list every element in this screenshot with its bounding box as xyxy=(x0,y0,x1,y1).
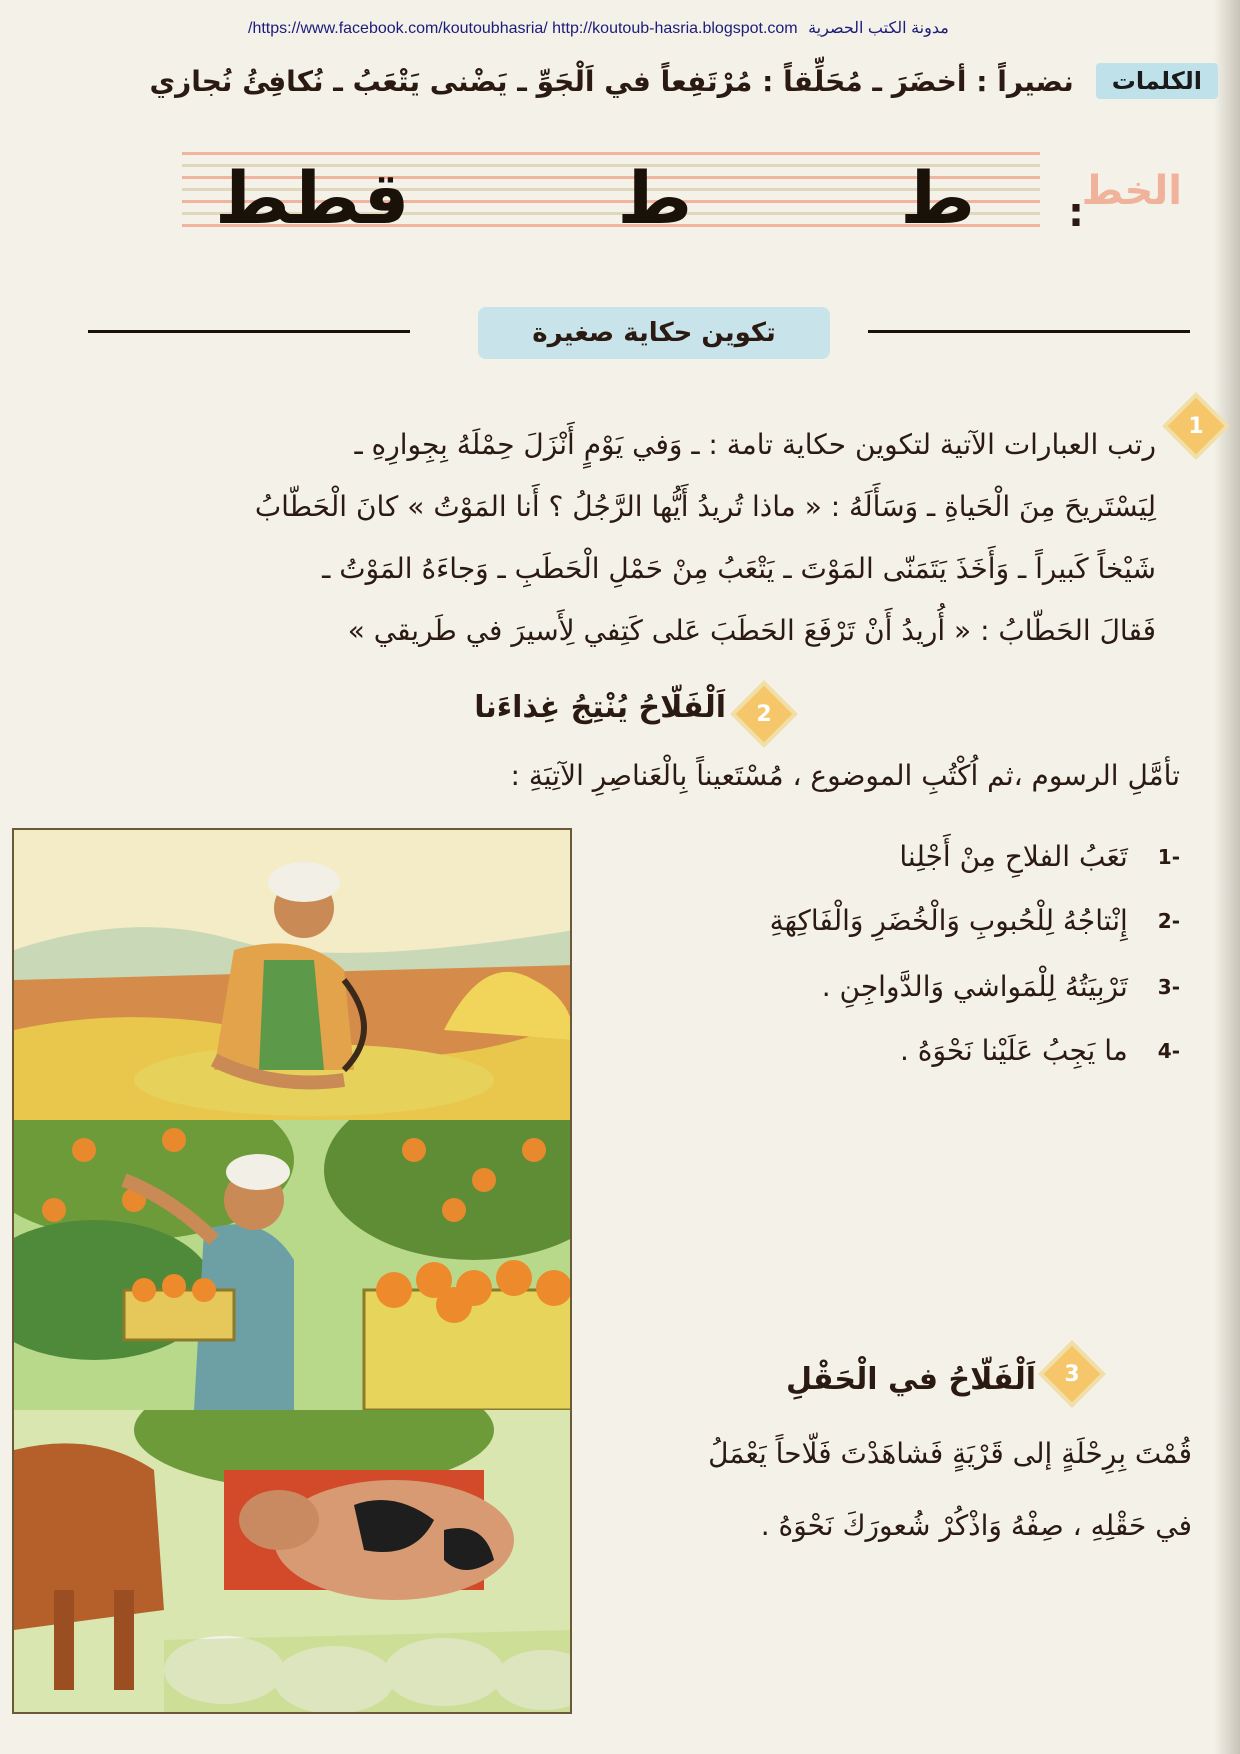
heading-rule-right xyxy=(868,330,1190,333)
exercise-1-line: شَيْخاً كَبيراً ـ وَأَخَذَ يَتَمَنّى المَوْتَ ـ يَتْعَبُ مِنْ حَمْلِ الْحَطَبِ ـ وَجاءَهُ المَوْتُ ـ xyxy=(322,552,1156,585)
header-blog-name: مدونة الكتب الحصرية xyxy=(808,20,949,37)
harvest-panel xyxy=(14,830,570,1120)
vocabulary-label: الكلمات xyxy=(1096,63,1218,99)
handwriting-colon: : xyxy=(1068,190,1084,236)
livestock-panel xyxy=(14,1410,570,1714)
handwriting-letters xyxy=(215,158,975,238)
exercise-3-title: اَلْفَلّاحُ في الْحَقْلِ xyxy=(786,1362,1036,1397)
orchard-panel xyxy=(14,1120,570,1410)
exercise-3-line: قُمْتَ بِرِحْلَةٍ إلى قَرْيَةٍ فَشاهَدْتَ فَلّاحاً يَعْمَلُ xyxy=(708,1437,1192,1470)
exercise-1-text xyxy=(98,414,1156,662)
exercise-1-line: لِيَسْتَريحَ مِنَ الْحَياةِ ـ وَسَأَلَهُ : « ماذا تُريدُ أَيُّها الرَّجُلُ ؟ أَنا المَوْتُ » كانَ الْحَطّابُ xyxy=(254,490,1156,523)
spine-shadow xyxy=(1214,0,1240,1754)
exercise-2-title: اَلْفَلّاحُ يُنْتِجُ غِذاءَنا xyxy=(474,690,726,725)
list-item: 3- تَرْبِيَتُهُ لِلْمَواشي وَالدَّواجِنِ . xyxy=(821,970,1180,1003)
list-item: 2- إِنْتاجُهُ لِلْحُبوبِ وَالْخُضَرِ وَالْفَاكِهَةِ xyxy=(769,904,1180,937)
letter-2: ط xyxy=(617,156,693,240)
section-heading: تكوين حكاية صغيرة xyxy=(478,307,830,359)
letter-1: ط xyxy=(900,156,975,240)
exercise-1-line: رتب العبارات الآتية لتكوين حكاية تامة : ـ وَفي يَوْمٍ أَنْزَلَ حِمْلَهُ بِجِوارِهِ ـ xyxy=(354,428,1156,461)
exercise-2-badge: 2 xyxy=(736,686,792,742)
list-item: 4- ما يَجِبُ عَلَيْنا نَحْوَهُ . xyxy=(899,1034,1180,1067)
handwriting-label: الخط xyxy=(1081,168,1182,214)
header-links[interactable] xyxy=(248,18,1008,38)
letter-3: قطط xyxy=(215,156,410,240)
exercise-1-badge: 1 xyxy=(1168,398,1224,454)
exercise-1-line: فَقالَ الحَطّابُ : « أُريدُ أَنْ تَرْفَعَ الحَطَبَ عَلى كَتِفي لِأَسيرَ في طَريقي » xyxy=(347,614,1156,647)
exercise-2-instruction: تأمَّلِ الرسوم ،ثم اُكْتُبِ الموضوع ، مُسْتَعيناً بِالْعَناصِرِ الآتِيَةِ : xyxy=(510,759,1180,792)
exercise-3-line: في حَقْلِهِ ، صِفْهُ وَاذْكُرْ شُعورَكَ نَحْوَهُ . xyxy=(760,1509,1192,1542)
vocabulary-words: نضيراً : أخضَرَ ـ مُحَلِّقاً : مُرْتَفِعاً في اَلْجَوِّ ـ يَضْنى يَتْعَبُ ـ نُكافِئُ نُجازي xyxy=(149,64,1074,98)
exercise-3-badge: 3 xyxy=(1044,1346,1100,1402)
vocabulary-row xyxy=(98,58,1218,104)
farmer-illustration xyxy=(12,828,572,1714)
header-url-text[interactable]: /https://www.facebook.com/koutoubhasria/ http://koutoub-hasria.blogspot.com xyxy=(248,20,798,37)
heading-rule-left xyxy=(88,330,410,333)
list-item: 1- تَعَبُ الفلاحِ مِنْ أَجْلِنا xyxy=(899,840,1180,873)
exercise-3-text xyxy=(596,1418,1192,1562)
